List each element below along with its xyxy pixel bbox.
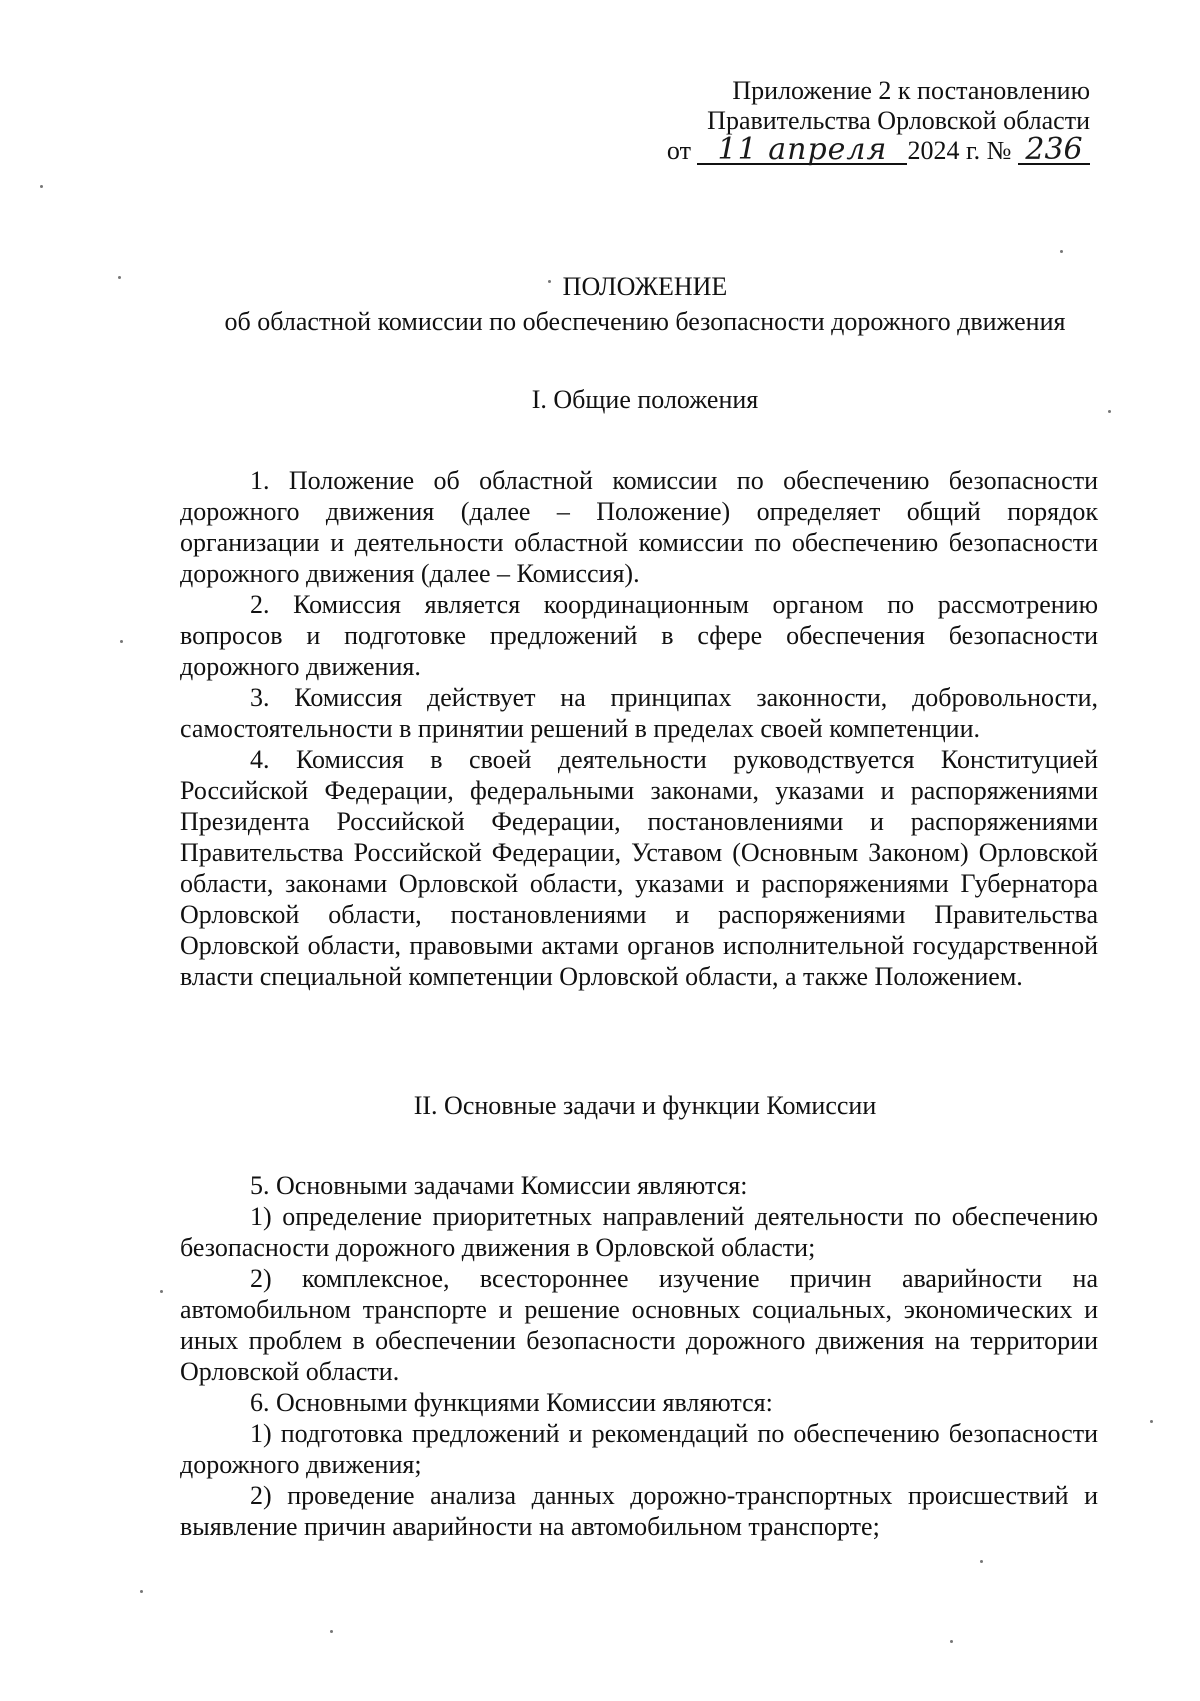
paragraph-5-item-1: 1) определение приоритетных направлений деятельности по обеспечению безопасности дорожного движения в Орловской области; (180, 1202, 1098, 1262)
year-label: 2024 г. № (907, 136, 1012, 165)
paragraph-3: 3. Комиссия действует на принципах законности, добровольности, самостоятельности в принятии решений в пределах своей компетенции. (180, 683, 1098, 743)
handwritten-date: 11 апреля (697, 137, 907, 165)
scan-speck (950, 1640, 953, 1643)
paragraph-6-item-2: 2) проведение анализа данных дорожно-транспортных происшествий и выявление причин аварийности на автомобильном транспорте; (180, 1481, 1098, 1541)
section-2-body (180, 1170, 1098, 1542)
scan-speck (1060, 250, 1063, 253)
scan-speck (140, 1590, 143, 1593)
appendix-date-line (660, 132, 1090, 167)
paragraph-5: 5. Основными задачами Комиссии являются: (250, 1171, 748, 1200)
scan-speck (120, 640, 123, 643)
document-subtitle: об областной комиссии по обеспечению безопасности дорожного движения (224, 307, 1066, 336)
scan-speck (1108, 410, 1111, 413)
scan-speck (118, 276, 121, 279)
scan-speck (160, 1290, 163, 1293)
scan-speck (548, 280, 551, 283)
scan-speck (40, 185, 43, 188)
appendix-line-2: Правительства Орловской области (707, 106, 1090, 135)
section-1-body (180, 465, 1098, 992)
scan-speck (330, 1630, 333, 1633)
paragraph-1: 1. Положение об областной комиссии по обеспечению безопасности дорожного движения (далее – Положение) определяет общий порядок организации и деятельности областной комиссии по обеспечению безопасности дорожного движения (далее – Комиссия). (180, 466, 1098, 588)
paragraph-6-item-1: 1) подготовка предложений и рекомендаций по обеспечению безопасности дорожного движения; (180, 1419, 1098, 1479)
document-title: ПОЛОЖЕНИЕ (562, 272, 728, 301)
paragraph-2: 2. Комиссия является координационным органом по рассмотрению вопросов и подготовке предложений в сфере обеспечения безопасности дорожного движения. (180, 590, 1098, 681)
from-label: от (666, 136, 691, 165)
section-1-heading: I. Общие положения (531, 385, 759, 414)
handwritten-number: 236 (1018, 137, 1090, 165)
appendix-header (660, 76, 1090, 166)
paragraph-5-item-2: 2) комплексное, всестороннее изучение причин аварийности на автомобильном транспорте и решение основных социальных, экономических и иных проблем в обеспечении безопасности дорожного движения на территории Орловской области. (180, 1264, 1098, 1386)
scan-speck (980, 1560, 983, 1563)
paragraph-4: 4. Комиссия в своей деятельности руководствуется Конституцией Российской Федерации, федеральными законами, указами и распоряжениями Президента Российской Федерации, постановлениями и распоряжениями Правительства Российской Федерации, Уставом (Основным Законом) Орловской области, законами Орловской области, указами и распоряжениями Губернатора Орловской области, постановлениями и распоряжениями Правительства Орловской области, правовыми актами органов исполнительной государственной власти специальной компетенции Орловской области, а также Положением. (180, 745, 1098, 991)
section-2-heading: II. Основные задачи и функции Комиссии (413, 1091, 877, 1120)
appendix-line-1: Приложение 2 к постановлению (732, 76, 1090, 105)
paragraph-6: 6. Основными функциями Комиссии являются: (250, 1388, 773, 1417)
scan-speck (1150, 1420, 1153, 1423)
